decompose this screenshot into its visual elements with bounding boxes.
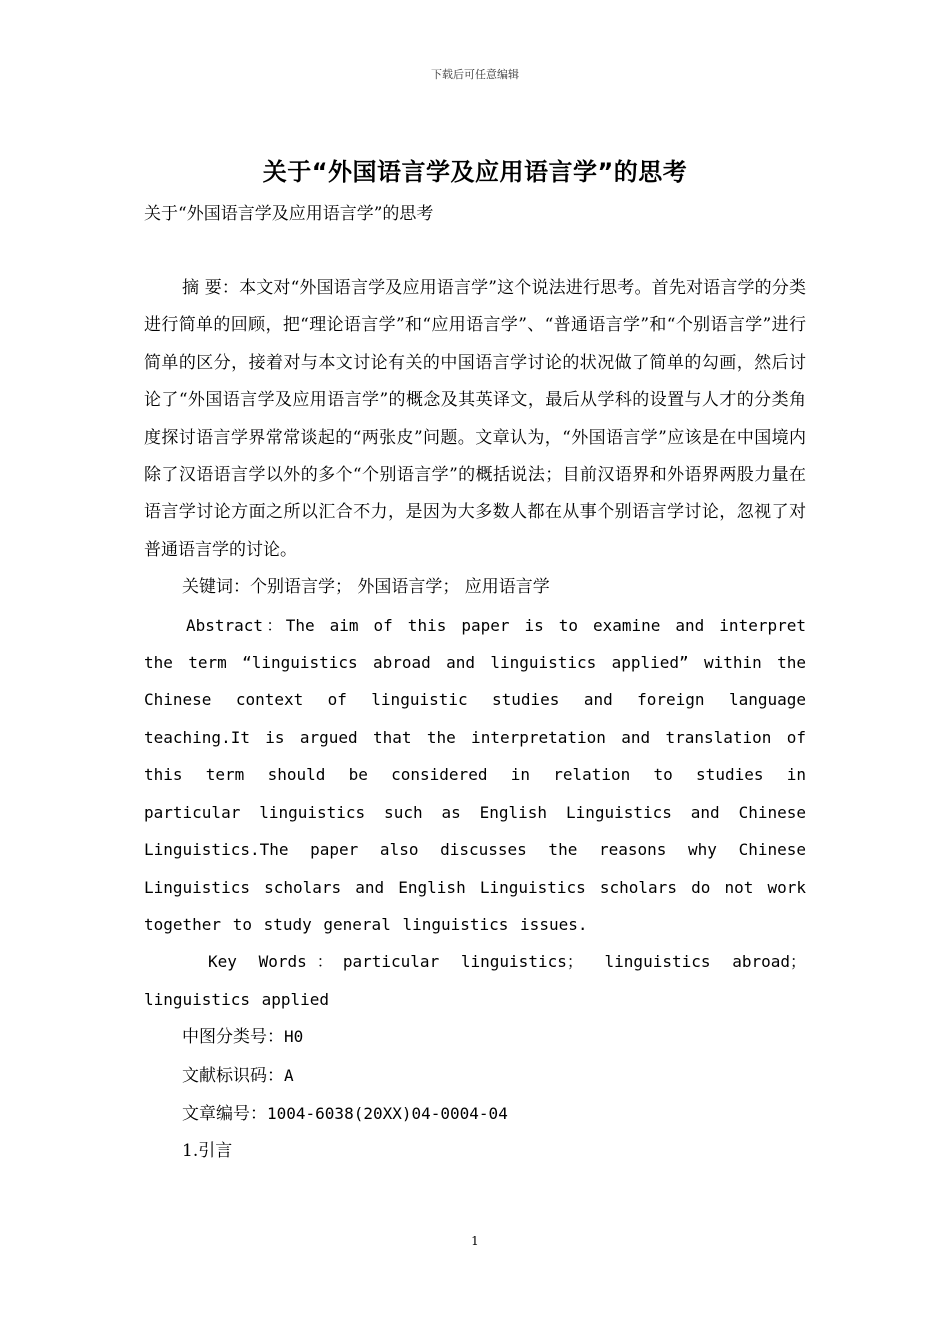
- page-header-note: 下载后可任意编辑: [431, 68, 519, 81]
- abstract-chinese: 摘 要：本文对“外国语言学及应用语言学”这个说法进行思考。首先对语言学的分类进行简单的回顾，把“理论语言学”和“应用语言学”、“普通语言学”和“个别语言学”进行简单的区分，接着对与本文讨论有关的中国语言学讨论的状况做了简单的勾画，然后讨论了“外国语言学及应用语言学”的概念及其英译文，最后从学科的设置与人才的分类角度探讨语言学界常常谈起的“两张皮”问题。文章认为，“外国语言学”应该是在中国境内除了汉语语言学以外的多个“个别语言学”的概括说法；目前汉语界和外语界两股力量在语言学讨论方面之所以汇合不力，是因为大多数人都在从事个别语言学讨论，忽视了对普通语言学的讨论。: [144, 278, 806, 560]
- document-code-value: A: [284, 1065, 294, 1085]
- document-subtitle: 关于“外国语言学及应用语言学”的思考: [144, 204, 434, 224]
- classification-value: H0: [284, 1027, 304, 1047]
- classification-number: [144, 1018, 806, 1056]
- document-body: [144, 196, 806, 1171]
- page-number: 1: [471, 1234, 479, 1248]
- document-code-label: 文献标识码：: [182, 1065, 284, 1086]
- article-number: [144, 1095, 806, 1133]
- keywords-english: Key Words：particular linguistics； linguistics abroad；linguistics applied: [144, 952, 806, 1009]
- article-number-label: 文章编号：: [182, 1103, 267, 1124]
- document-code: [144, 1057, 806, 1095]
- document-title: 关于“外国语言学及应用语言学”的思考: [262, 158, 688, 186]
- section-heading-introduction: 1.引言: [182, 1141, 233, 1162]
- keywords-chinese: 关键词：个别语言学； 外国语言学； 应用语言学: [182, 577, 550, 598]
- abstract-english: Abstract：The aim of this paper is to examine and interpret the term “linguistics abroad and linguistics applied” within the Chinese context of linguistic studies and foreign language teaching.It is argued that the interpretation and translation of this term should be considered in relation to studies in particular linguistics such as English Linguistics and Chinese Linguistics.The paper also discusses the reasons why Chinese Linguistics scholars and English Linguistics scholars do not work together to study general linguistics issues.: [144, 615, 806, 934]
- classification-label: 中图分类号：: [182, 1027, 284, 1048]
- article-number-value: 1004-6038(20XX)04-0004-04: [267, 1103, 508, 1123]
